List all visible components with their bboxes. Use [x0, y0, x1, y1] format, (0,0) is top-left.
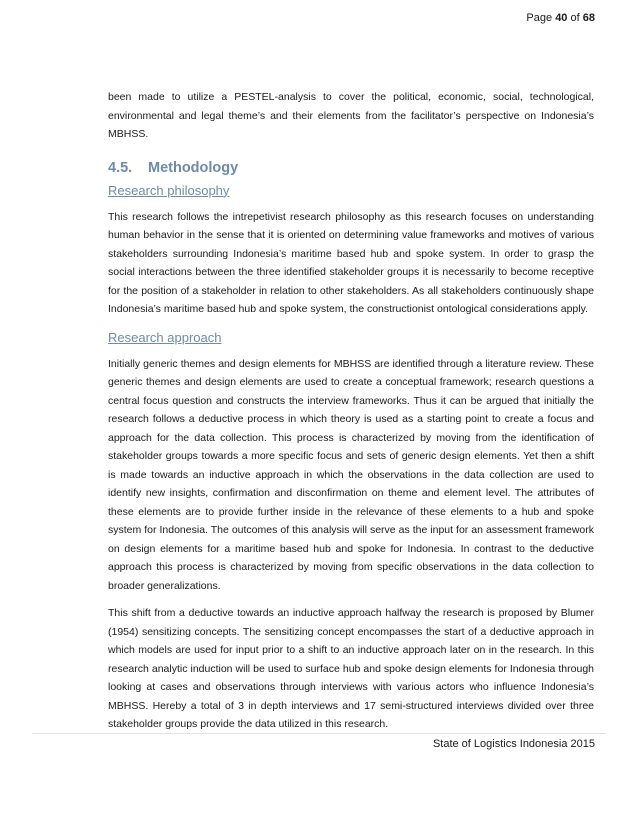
approach-heading: Research approach: [108, 329, 222, 345]
approach-paragraph-1: Initially generic themes and design elements for MBHSS are identified through a literature review. These generic themes and design elements are used to create a conceptual framework; research questions a central focus question and constructs the interview frameworks. Thus it can be argued that initially the research follows a deductive process in which theory is used as a starting point to create a focus and approach for the data collection. This process is characterized by moving from the identification of stakeholder groups towards a more specific focus and sets of generic design elements. Yet then a shift is made towards an inductive approach in which the observations in the data collection are used to identify new insights, confirmation and disconfirmation on theme and element level. The attributes of these elements are to provide further inside in the relevance of these elements to a hub and spoke system for Indonesia. The outcomes of this analysis will serve as the input for an assessment framework on design elements for a maritime based hub and spoke for Indonesia. In contrast to the deductive approach this process is characterized by moving from specific observations in the data collection to broader generalizations.: [108, 357, 594, 592]
intro-paragraph: been made to utilize a PESTEL-analysis to cover the political, economic, social, technological, environmental and legal theme’s and their elements from the facilitator’s perspective on Indonesia’s MBHSS.: [108, 91, 594, 140]
philosophy-paragraph: This research follows the intrepetivist research philosophy as this research focuses on understanding human behavior in the sense that it is oriented on determining value frameworks and motives of various stakeholders surrounding Indonesia’s maritime based hub and spoke system. In order to grasp the social interactions between the three identified stakeholder groups it is necessarily to become receptive for the position of a stakeholder in relation to other stakeholders. As all stakeholders continuously shape Indonesia’s maritime based hub and spoke system, the constructionist ontological considerations apply.: [108, 210, 594, 315]
footer-divider: [32, 733, 606, 734]
footer-text: State of Logistics Indonesia 2015: [432, 738, 595, 750]
philosophy-heading: Research philosophy: [108, 182, 230, 198]
page-label: Page: [526, 12, 553, 24]
approach-paragraph-2: This shift from a deductive towards an inductive approach halfway the research is proposed by Blumer (1954) sensitizing concepts. The sensitizing concept encompasses the start of a deductive approach in which models are used for input prior to a shift to an inductive approach later on in the research. In this research analytic induction will be used to surface hub and spoke design elements for Indonesia through looking at cases and observations through interviews with various actors who influence Indonesia’s MBHSS. Hereby a total of 3 in depth interviews and 17 semi-structured interviews divided over three stakeholder groups provide the data utilized in this research.: [108, 607, 594, 730]
section-title: Methodology: [148, 159, 239, 176]
section-number: 4.5.: [108, 159, 133, 176]
section-heading: [108, 158, 594, 178]
page-of: of: [570, 12, 580, 24]
page-number: [526, 12, 595, 24]
page-content: [108, 88, 594, 734]
current-page: 40: [555, 12, 568, 24]
total-pages: 68: [582, 12, 595, 24]
